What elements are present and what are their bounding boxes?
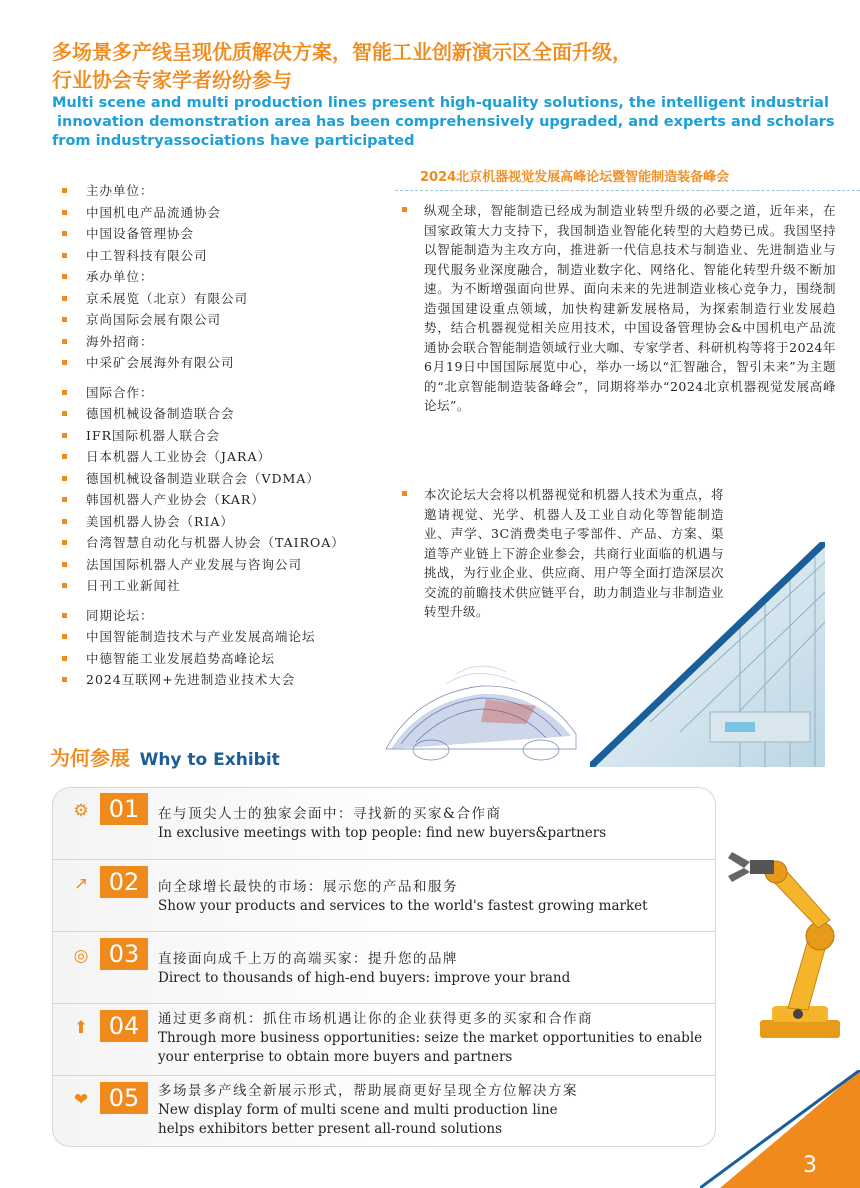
- benefit-text-en: In exclusive meetings with top people: find new buyers&partners: [158, 825, 607, 841]
- organizer-list-item: 海外招商：: [62, 331, 392, 353]
- benefit-text-cn: 在与顶尖人士的独家会面中：寻找新的买家&合作商: [158, 806, 502, 822]
- benefit-row: [52, 1075, 716, 1147]
- benefit-text-cn: 通过更多商机：抓住市场机遇让你的企业获得更多的买家和合作商: [158, 1011, 593, 1027]
- benefit-text: [158, 878, 718, 916]
- benefit-row: [52, 1003, 716, 1075]
- organizer-list-item: 主办单位：: [62, 180, 392, 202]
- organizer-list-item: 美国机器人协会（RIA）: [62, 511, 392, 533]
- title-en-line-1: Multi scene and multi production lines present high-quality solutions, the intelligent industrial: [52, 95, 829, 111]
- exhibition-hall-image: [590, 542, 825, 767]
- forum-divider: [395, 190, 860, 191]
- benefit-row: [52, 787, 716, 859]
- organizer-list-item: 中国机电产品流通协会: [62, 202, 392, 224]
- title-cn-line-2: 行业协会专家学者纷纷参与: [52, 68, 292, 92]
- organizer-list-item: 中国设备管理协会: [62, 223, 392, 245]
- benefits-panel: [52, 787, 716, 1147]
- gears-icon: ⚙: [73, 801, 89, 821]
- page-title-en: [52, 94, 835, 151]
- organizer-list-item: 京尚国际会展有限公司: [62, 309, 392, 331]
- organizer-list-item: 中采矿会展海外有限公司: [62, 352, 392, 374]
- organizer-list-item: 中德智能工业发展趋势高峰论坛: [62, 648, 392, 670]
- benefit-text-cn: 向全球增长最快的市场：展示您的产品和服务: [158, 879, 458, 895]
- organizer-list: [62, 180, 392, 691]
- paragraph-bullet: [402, 491, 407, 496]
- organizer-list-item: 中国智能制造技术与产业发展高端论坛: [62, 626, 392, 648]
- organizer-list-item: 承办单位：: [62, 266, 392, 288]
- organizer-list-item: 京禾展览（北京）有限公司: [62, 288, 392, 310]
- organizer-list-item: 同期论坛：: [62, 605, 392, 627]
- why-exhibit-title-cn: 为何参展: [50, 746, 130, 770]
- benefit-number-badge: 01: [100, 793, 148, 825]
- page-number: 3: [803, 1153, 817, 1178]
- benefit-text: [158, 950, 718, 988]
- benefit-text-en: Through more business opportunities: seize the market opportunities to enable your enterprise to obtain more buyers and partners: [158, 1030, 703, 1065]
- benefit-number-badge: 04: [100, 1010, 148, 1042]
- title-en-line-2: innovation demonstration area has been comprehensively upgraded, and experts and scholars: [52, 114, 835, 130]
- organizer-list-item: 台湾智慧自动化与机器人协会（TAIROA）: [62, 532, 392, 554]
- organizer-list-item: 日刊工业新闻社: [62, 575, 392, 597]
- title-en-line-3: from industryassociations have participated: [52, 133, 415, 149]
- target-icon: ◎: [73, 946, 89, 966]
- robot-arm-image: [710, 838, 860, 1040]
- benefit-row: [52, 931, 716, 1003]
- why-exhibit-title-en: Why to Exhibit: [139, 750, 280, 770]
- organizer-list-item: IFR国际机器人联合会: [62, 425, 392, 447]
- benefit-text-cn: 多场景多产线全新展示形式，帮助展商更好呈现全方位解决方案: [158, 1083, 578, 1099]
- benefit-number-badge: 03: [100, 938, 148, 970]
- benefit-text: [158, 1082, 578, 1139]
- benefit-text-en: Show your products and services to the world's fastest growing market: [158, 898, 648, 914]
- title-cn-line-1: 多场景多产线呈现优质解决方案，智能工业创新演示区全面升级，: [52, 40, 632, 64]
- organizer-list-item: 日本机器人工业协会（JARA）: [62, 446, 392, 468]
- car-wireframe-image: [376, 654, 586, 772]
- forum-intro-paragraph: 纵观全球，智能制造已经成为制造业转型升级的必要之道，近年来，在国家政策大力支持下，我国制造业智能化转型的大趋势已成。我国坚持以智能制造为主攻方向，推进新一代信息技术与制造业、先进制造业与现代服务业深度融合，制造业数字化、网络化、智能化转型升级不断加速。为不断增强面向世界、面向未来的先进制造业核心竞争力，围绕制造强国建设重点领域，加快构建新发展格局，为探索制造行业发展趋势，结合机器视觉相关应用技术，中国设备管理协会&中国机电产品流通协会联合智能制造领域行业大咖、专家学者、科研机构等将于2024年6月19日中国国际展览中心，举办一场以“汇智融合，智引未来”为主题的“北京智能制造装备峰会”，同期将举办“2024北京机器视觉发展高峰论坛”。: [424, 203, 836, 413]
- organizer-list-item: 德国机械设备制造联合会: [62, 403, 392, 425]
- page-title-cn: [52, 38, 792, 94]
- page-corner-decoration: [700, 1070, 860, 1188]
- organizer-list-item: 中工智科技有限公司: [62, 245, 392, 267]
- forum-title: 2024北京机器视觉发展高峰论坛暨智能制造装备峰会: [420, 170, 730, 185]
- benefit-row: [52, 859, 716, 931]
- organizer-list-item: 法国国际机器人产业发展与咨询公司: [62, 554, 392, 576]
- benefit-text-cn: 直接面向成千上万的高端买家：提升您的品牌: [158, 951, 458, 967]
- upward-arrow-icon: ⬆: [73, 1018, 89, 1038]
- benefit-text-en: Direct to thousands of high-end buyers: improve your brand: [158, 970, 571, 986]
- benefit-text: [158, 1010, 718, 1067]
- paragraph-bullet: [402, 207, 407, 212]
- organizer-list-item: 2024互联网+先进制造业技术大会: [62, 669, 392, 691]
- benefit-number-badge: 02: [100, 866, 148, 898]
- organizer-list-item: 国际合作：: [62, 382, 392, 404]
- growth-chart-icon: ↗: [73, 874, 89, 894]
- benefit-number-badge: 05: [100, 1082, 148, 1114]
- benefit-text-en: New display form of multi scene and multi production line helps exhibitors better present all-round solutions: [158, 1102, 558, 1137]
- forum-focus-paragraph: 本次论坛大会将以机器视觉和机器人技术为重点，将邀请视觉、光学、机器人及工业自动化等智能制造业、声学、3C消费类电子零部件、产品、方案、渠道等产业链上下游企业参会，共商行业面临的机遇与挑战，为行业企业、供应商、用户等全面打造深层次交流的前瞻技术供应链平台，助力制造业与非制造业转型升级。: [424, 487, 724, 619]
- why-exhibit-heading: [50, 742, 280, 771]
- handshake-icon: ❤: [73, 1090, 89, 1110]
- benefit-text: [158, 805, 718, 843]
- organizer-list-item: 韩国机器人产业协会（KAR）: [62, 489, 392, 511]
- organizer-list-item: 德国机械设备制造业联合会（VDMA）: [62, 468, 392, 490]
